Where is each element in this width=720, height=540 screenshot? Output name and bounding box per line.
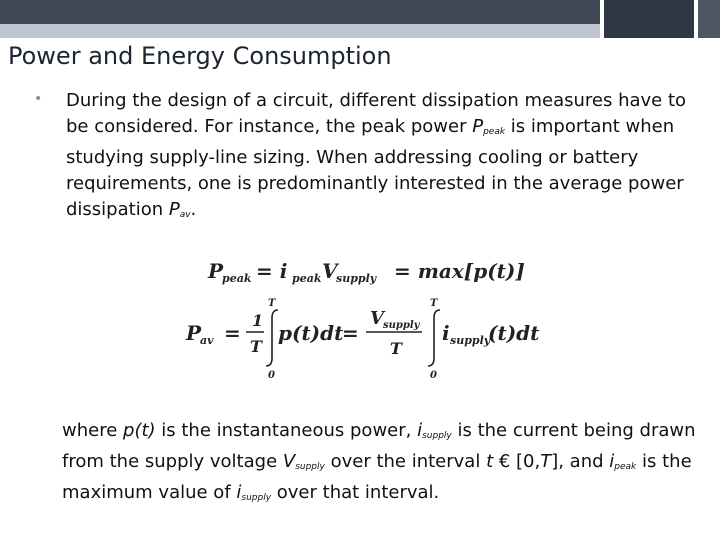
eq1-lhs: P (208, 259, 224, 283)
subscript: supply (241, 493, 272, 503)
text-run: During the design of a circuit, different dissipation measures have to be considered. For instance, the peak power (66, 90, 687, 137)
equation-image (180, 248, 560, 393)
symbol: V (282, 451, 296, 472)
explanation-paragraph (62, 418, 702, 511)
text-run: is important when studying supply-line sizing. When addressing cooling or battery requirements, one is predominantly interested in the average power dissipation (66, 116, 684, 220)
int-lower: 0 (430, 370, 437, 381)
text-run: ], and (551, 451, 610, 472)
bullet-dot-icon: • (34, 91, 43, 107)
slide-title: Power and Energy Consumption (8, 42, 392, 70)
eq2-equals: = (224, 321, 241, 345)
subscript: av (179, 210, 191, 220)
eq2-v-sub: supply (383, 320, 420, 331)
text-run: where (62, 420, 124, 441)
eq1-lhs-sub: peak (222, 272, 252, 285)
int-lower: 0 (268, 370, 275, 381)
bullet-text (66, 88, 694, 228)
text-run: is the instantaneous power, (155, 420, 418, 441)
eq2-i-sub: supply (450, 334, 491, 347)
eq2-int2: (t)dt (488, 321, 540, 345)
subscript: peak (614, 462, 637, 472)
symbol: i (417, 420, 423, 441)
header-end-block (698, 0, 720, 38)
eq1-mid: = i (256, 259, 288, 283)
eq2-int1: p(t)dt (278, 321, 344, 345)
integral-sign-icon (428, 310, 440, 366)
text-run: over the interval (324, 451, 487, 472)
text-run: is the maximum value of (62, 451, 692, 503)
header-block (604, 0, 694, 38)
symbol: i (236, 482, 242, 503)
int-upper: T (430, 298, 438, 309)
symbol: T (540, 451, 552, 472)
eq2-lhs: P (186, 321, 202, 345)
text-run: over that interval. (271, 482, 440, 503)
header-divider (600, 0, 604, 38)
symbol: i (609, 451, 615, 472)
eq1-v: V (322, 259, 338, 283)
eq2-v: V (370, 308, 384, 329)
eq1-rhs: = max[p(t)] (394, 259, 525, 283)
symbol: P (472, 116, 484, 137)
text-run: € [0, (493, 451, 541, 472)
integral-sign-icon (266, 310, 278, 366)
eq2-frac-num: 1 (252, 311, 264, 330)
text-run: . (190, 199, 197, 220)
symbol: t (486, 451, 494, 472)
eq2-lhs-sub: av (200, 334, 214, 347)
symbol: p(t) (123, 420, 156, 441)
subscript: supply (422, 431, 452, 441)
eq2-frac-den: T (250, 337, 262, 356)
eq2-i: i (442, 321, 450, 345)
subscript: supply (295, 462, 325, 472)
symbol: P (168, 199, 180, 220)
eq2-den2: T (390, 339, 402, 358)
eq2-equals-2: = (342, 321, 359, 345)
bullet-item (34, 88, 694, 228)
text-run: is the current being drawn from the supply voltage (62, 420, 696, 472)
eq1-v-sub: supply (336, 272, 377, 285)
subscript: peak (483, 127, 506, 137)
eq1-mid-sub: peak (292, 272, 322, 285)
int-upper: T (268, 298, 276, 309)
